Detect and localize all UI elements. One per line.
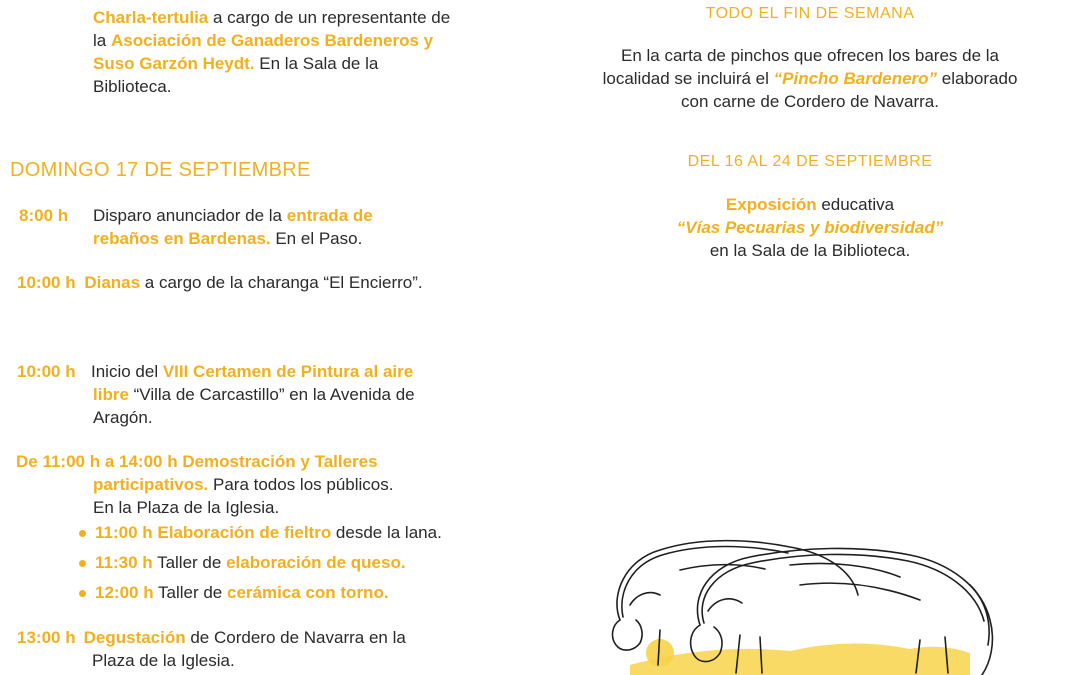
event-degustacion-place: Plaza de la Iglesia.	[92, 651, 235, 670]
event-dianas	[17, 271, 517, 294]
event-talleres-head: De 11:00 h a 14:00 h Demostración y Talleres	[16, 452, 378, 471]
event-certamen-place-2: Aragón.	[93, 408, 153, 427]
pincho-name: “Pincho Bardenero”	[773, 69, 938, 88]
event-time-1300: 13:00 h	[17, 628, 76, 647]
talk-title: Charla-tertulia	[93, 8, 209, 27]
exhibition-description	[560, 193, 1060, 262]
event-certamen-title-2: libre	[93, 385, 129, 404]
talk-text-2: la	[93, 31, 111, 50]
event-time-1000a: 10:00 h	[17, 273, 76, 292]
event-talleres-place: En la Plaza de la Iglesia.	[93, 498, 280, 517]
day-header: DOMINGO 17 DE SEPTIEMBRE	[10, 159, 311, 181]
bullet-bold: Elaboración de fieltro	[157, 523, 332, 542]
bullet-bold: elaboración de queso.	[226, 553, 406, 572]
weekend-line-1: En la carta de pinchos que ofrecen los bares de la	[620, 46, 1000, 65]
event-talleres-text: Para todos los públicos.	[208, 475, 394, 494]
sheep-drawing-icon	[590, 525, 1050, 675]
sheep-back-outline	[617, 541, 858, 620]
wool-line	[800, 583, 920, 600]
talk-text-1: a cargo de un representante de	[208, 8, 451, 27]
association-name: Asociación de Ganaderos Bardeneros y	[110, 31, 434, 50]
event-rebanos	[93, 204, 533, 250]
event-time-800: 8:00 h	[19, 206, 69, 225]
bullet-bold: cerámica con torno.	[227, 583, 389, 602]
bullet-dot-icon	[79, 590, 86, 597]
bullet-text: Taller de	[153, 583, 227, 602]
talk-description	[93, 6, 533, 98]
weekend-description	[560, 44, 1060, 113]
bullet-rest: desde la lana.	[331, 523, 442, 542]
event-rebanos-bold-1: entrada de	[286, 206, 373, 225]
event-certamen-place: “Villa de Carcastillo” en la Avenida de	[128, 385, 415, 404]
wool-line	[790, 564, 900, 578]
speaker-name: Suso Garzón Heydt.	[93, 54, 255, 73]
exhibition-subtitle: “Vías Pecuarias y biodiversidad”	[676, 218, 944, 237]
sheep-back-outline-2	[622, 547, 788, 618]
event-degustacion	[17, 626, 497, 672]
weekend-line-2-rest: elaborado	[937, 69, 1018, 88]
event-certamen-title-1: VIII Certamen de Pintura al aire	[162, 362, 414, 381]
bullet-item	[95, 581, 515, 604]
event-talleres	[16, 450, 496, 519]
sheep-front-ear	[708, 599, 742, 611]
sheep-back-ear	[630, 593, 660, 605]
event-degustacion-text: de Cordero de Navarra en la	[185, 628, 406, 647]
bullet-time: 12:00 h	[95, 583, 154, 602]
exhibition-place: en la Sala de la Biblioteca.	[709, 241, 911, 260]
event-certamen-text: Inicio del	[91, 362, 163, 381]
event-dianas-title: Dianas	[84, 273, 141, 292]
weekend-line-3: con carne de Cordero de Navarra.	[681, 92, 939, 111]
event-rebanos-text: Disparo anunciador de la	[93, 206, 287, 225]
event-degustacion-title: Degustación	[83, 628, 186, 647]
event-time-1000b: 10:00 h	[17, 362, 76, 381]
event-rebanos-bold-2: rebaños en Bardenas.	[93, 229, 271, 248]
weekend-line-2: localidad se incluirá el	[602, 69, 774, 88]
event-talleres-bold: participativos.	[93, 475, 209, 494]
bullet-item	[95, 521, 515, 544]
bullet-time: 11:30 h	[95, 553, 153, 572]
exhibition-title: Exposición	[725, 195, 817, 214]
sheep-back-head	[613, 620, 643, 650]
exhibition-header: DEL 16 AL 24 DE SEPTIEMBRE	[687, 153, 933, 170]
talk-text-3: En la Sala de la	[254, 54, 379, 73]
bullet-dot-icon	[79, 560, 86, 567]
event-certamen	[91, 360, 531, 429]
bullet-dot-icon	[79, 530, 86, 537]
sheep-front-rump	[970, 585, 989, 645]
bullet-time: 11:00 h	[95, 523, 153, 542]
exhibition-text: educativa	[816, 195, 895, 214]
event-dianas-text: a cargo de la charanga “El Encierro”.	[140, 273, 423, 292]
weekend-header: TODO EL FIN DE SEMANA	[705, 5, 915, 22]
event-rebanos-place: En el Paso.	[270, 229, 363, 248]
bullet-item	[95, 551, 515, 574]
bullet-text: Taller de	[152, 553, 227, 572]
talk-text-4: Biblioteca.	[93, 77, 172, 96]
